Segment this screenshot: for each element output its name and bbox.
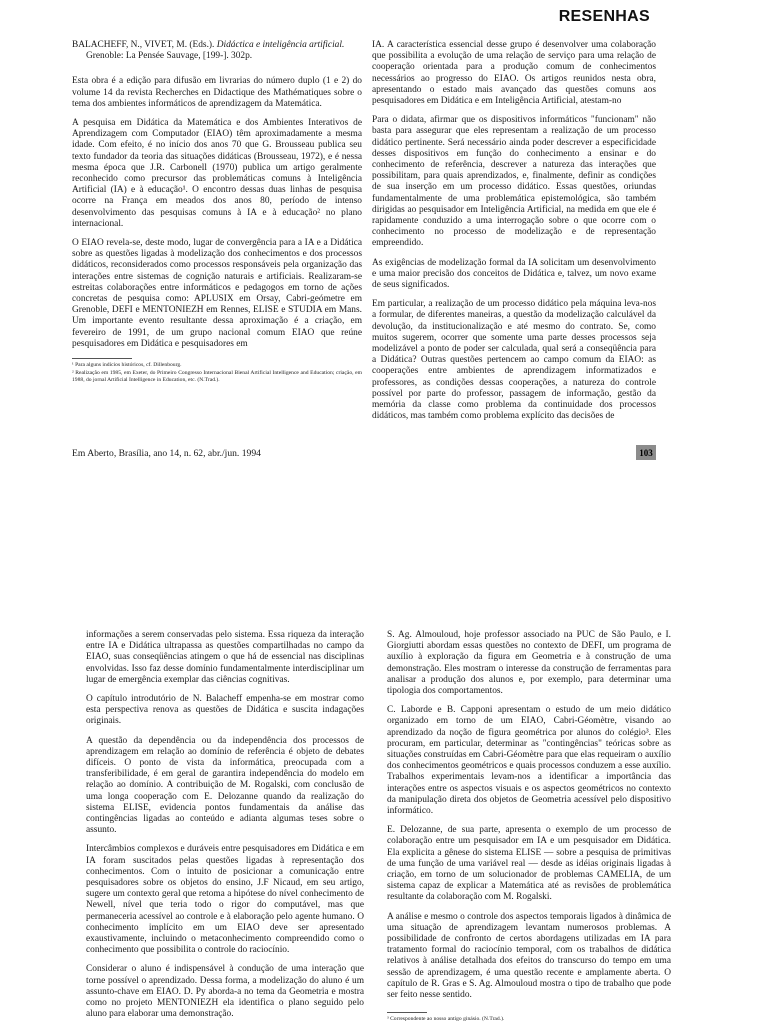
right-column-top [372, 40, 656, 431]
right-column-bottom [387, 630, 671, 1009]
left-column-top [72, 40, 362, 385]
footnote: ¹ Para alguns indícios históricos, cf. Dillenbourg. [72, 362, 182, 369]
reference-publisher: Grenoble: La Pensée Sauvage, [199-]. 302p. [86, 51, 253, 62]
paragraph: Esta obra é a edição para difusão em livrarias do número duplo (1 e 2) do volume 14 da revista Recherches en Didactique des Mathématiques sobre o tema dos ambientes informáticos de aprendizagem da Matemática. [72, 76, 362, 109]
paragraph: A análise e mesmo o controle dos aspectos temporais ligados à dinâmica de uma situação de aprendizagem levantam numerosos problemas. A possibilidade de confronto de certos abordagens utilizadas em IA para tratamento formal do raciocínio temporal, com os trabalhos de didática relativos à análise detalhada dos efeitos do transcurso do tempo em uma sessão de aprendizagem, é uma questão recente e amplamente aberta. O capítulo de R. Gras e S. Ag. Almouloud mostra o tipo de trabalho que pode ser feito nesse sentido. [387, 911, 671, 1001]
section-title: RESENHAS [558, 8, 650, 25]
footnote-bottom [387, 1008, 587, 1022]
paragraph: E. Delozanne, de sua parte, apresenta o exemplo de um processo de colaboração entre um pesquisador em IA e um pesquisador em Didática. Ela explicita a gênese do sistema ELISE — sobre a pesquisa de primitivas de uma função de uma variável real — desde as idéias originais ligadas à criação, em torno de um solucionador de problemas CAMELIA, de um sistema capaz de explicar a Matemática até as revisões de problemática resultante da colaboração com M. Rogalski. [387, 825, 671, 903]
footnote: ³ Correspondente ao nosso antigo ginásio. (N.Trad.). [387, 1016, 505, 1022]
page-104 [0, 560, 768, 1024]
footnote-divider [387, 1012, 427, 1013]
paragraph: O EIAO revela-se, deste modo, lugar de convergência para a IA e a Didática sobre as questões ligadas à modelização dos conhecimentos e dos processos didáticos, reconsiderados como processos responsáveis pela organização das interações entre sistemas de cognição naturais e artificiais. Realizaram-se estreitas colaborações entre informáticos e pedagogos em torno de ações concretas de pesquisa como: APLUSIX em Orsay, Cabri-geómetre em Grenoble, DEFI e MENTONIEZH em Rennes, ELISE e STUDIA em Mans. Um importante evento resultante dessa aproximação é a criação, em fevereiro de 1991, de um grupo nacional comum EIAO que reúne pesquisadores em Didática e pesquisadores em [72, 238, 362, 349]
paragraph: C. Laborde e B. Capponi apresentam o estudo de um meio didático organizado em torno de um EIAO, Cabri-Géomètre, visando ao aprendizado da noção de figura geométrica por alunos do colégio³. Eles procuram, em particular, determinar as "contingências" teóricas sobre as situações construídas em Cabri-Géomètre para que elas requeiram o auxílio dos conhecimentos geométricos e quais processos conduzem a esse auxílio. Trabalhos experimentais levam-nos a identificar a importância das interações entre os aspectos visuais e os aspectos geométricos no contexto da manipulação direta dos objetos de Geometria acessível pelo dispositivo informático. [387, 705, 671, 817]
page-number: 103 [636, 445, 656, 460]
reference-authors: BALACHEFF, N., VIVET, M. (Eds.). [72, 40, 215, 50]
footnotes [72, 362, 362, 384]
journal-footer: Em Aberto, Brasília, ano 14, n. 62, abr./jun. 1994 [72, 448, 261, 459]
paragraph: A questão da dependência ou da independência dos processos de aprendizagem em relação ao domínio de referência é objeto de debates difíceis. O ponto de vista da informática, preocupada com a transferibilidade, é em geral de garantira independência do modelo em relação ao domínio. A contribuição de M. Rogalski, com conclusão de uma longa cooperação com E. Delozanne quando da realização do sistema ELISE, evidencia pontos fundamentais da análise das contingências ligadas ao conteúdo e adianta algumas teses sobre o assunto. [86, 735, 364, 836]
paragraph: O capítulo introdutório de N. Balacheff empenha-se em mostrar como esta perspectiva renova as questões de Didática e suscita indagações originais. [86, 694, 364, 727]
paragraph: Intercâmbios complexos e duráveis entre pesquisadores em Didática e em IA foram suscitados pelas questões ligadas à representação dos conhecimentos. Com o intuito de posicionar a comunicação entre pesquisadores sobre os objetos do ensino, J.F Nicaud, em seu artigo, sugere um contexto geral que retoma a hipótese do nível conhecimento de Newell, nível que teria todo o rigor do computável, mas que permaneceria acessível ao controle e à elaboração pelo agente humano. O conhecimento implícito em um EIAO deve ser apresentado exaustivamente, incluindo o metaconhecimento compreendido como o conhecimento que possibilita o controle do raciocínio. [86, 844, 364, 956]
footnote: ² Realização em 1985, em Exeter, do Primeiro Congresso Internacional Bienal Artificial Intelligence and Education; criação, em 1988, do jornal Artificial Intelligence in Education, etc. (N.Trad.). [72, 370, 362, 384]
paragraph: As exigências de modelização formal da IA solicitam um desenvolvimento e uma maior precisão dos conceitos de Didática e, talvez, um novo exame de seus significados. [372, 257, 656, 291]
footnote-divider [72, 358, 132, 359]
paragraph: IA. A característica essencial desse grupo é desenvolver uma colaboração que possibilita a evolução de uma relação de serviço para uma relação de cooperação orientada para a produção comum de conhecimentos necessários ao progresso do EIAO. Os artigos reunidos nesta obra, apresentando o estado mais avançado das questões comuns aos pesquisadores em Didática e em Inteligência Artificial, atestam-no [372, 40, 656, 107]
reference-title: Didáctica e inteligência artificial. [216, 40, 345, 50]
paragraph: A pesquisa em Didática da Matemática e dos Ambientes Interativos de Aprendizagem com Computador (EIAO) têm aproximadamente a mesma idade. Com efeito, é no início dos anos 70 que G. Brousseau publica seu texto fundador da teoria das situações didáticas (Brousseau, 1972), e é nessa mesma época que J.R. Carbonell (1970) publica um artigo geralmente reconhecido como precursor das problemáticas comuns à Inteligência Artificial (IA) e à educação¹. O encontro dessas duas linhas de pesquisa ocorre na França em meados dos anos 80, período de intenso desenvolvimento das pesquisas comuns à IA e à educação² no plano internacional. [72, 118, 362, 229]
paragraph: informações a serem conservadas pelo sistema. Essa riqueza da interação entre IA e Didática ultrapassa as questões compartilhadas no campo da EIAO, suas conseqüências atingem o que há de essencial nas disciplinas envolvidas. Isso faz desse domínio fundamentalmente interdisciplinar um lugar de emergência exemplar das ciências cognitivas. [86, 630, 364, 685]
paragraph: Considerar o aluno é indispensável à condução de uma interação que torne possível o aprendizado. Dessa forma, a modelização do aluno é um assunto-chave em EIAO. D. Py aborda-a no tema da Geometria e mostra como no projeto MENTONIEZH ela identifica o plano seguido pelo aluno para elaborar uma demonstração. [86, 964, 364, 1020]
paragraph: Em particular, a realização de um processo didático pela máquina leva-nos a formular, de diferentes maneiras, a questão da modelização calculável da devolução, da institucionalização e até mesmo do contrato. Se, como muitos sugerem, ocorrer que somente uma parte desses processos seja modelizável a ponto de poder ser calculada, qual será a conseqüência para a Didática? Outras questões pertencem ao campo comum da EIAO: as cooperações entre ambientes de aprendizagem informatizados e professores, as condições dessas cooperações, a natureza do controle possível por parte do professor, passagem de informação, gestão da memória da classe como problema da continuidade dos processos didáticos, mas também como problema explícito das decisões de [372, 299, 656, 422]
paragraph: S. Ag. Almouloud, hoje professor associado na PUC de São Paulo, e I. Giorgiutti abordam essas questões no contexto de DEFI, um programa de auxílio à exploração da figura em Geometria e à construção de uma demonstração. Eles mostram o interesse da construção de ferramentas para analisar a produção dos alunos e, por exemplo, para determinar uma tipologia dos comportamentos. [387, 630, 671, 697]
paragraph: Para o didata, afirmar que os dispositivos informáticos "funcionam" não basta para assegurar que eles representam a realização de um processo didático pertinente. Será necessário ainda poder descrever a especificidade desses dispositivos em função do conhecimento a ensinar e do conhecimento de referência, descrever a natureza das interações que possibilitam, para quais aprendizados, e, finalmente, definir as condições de sua inserção em um processo didático. Essas questões, oriundas fundamentalmente de uma problemática epistemológica, são também dirigidas ao pesquisador em Inteligência Artificial, na medida em que ele é rapidamente conduzido a uma interrogação sobre o que ocorre com o conhecimento no processo de modelização e de representação empreendido. [372, 115, 656, 249]
book-reference [72, 40, 362, 62]
left-column-bottom [86, 630, 364, 1024]
